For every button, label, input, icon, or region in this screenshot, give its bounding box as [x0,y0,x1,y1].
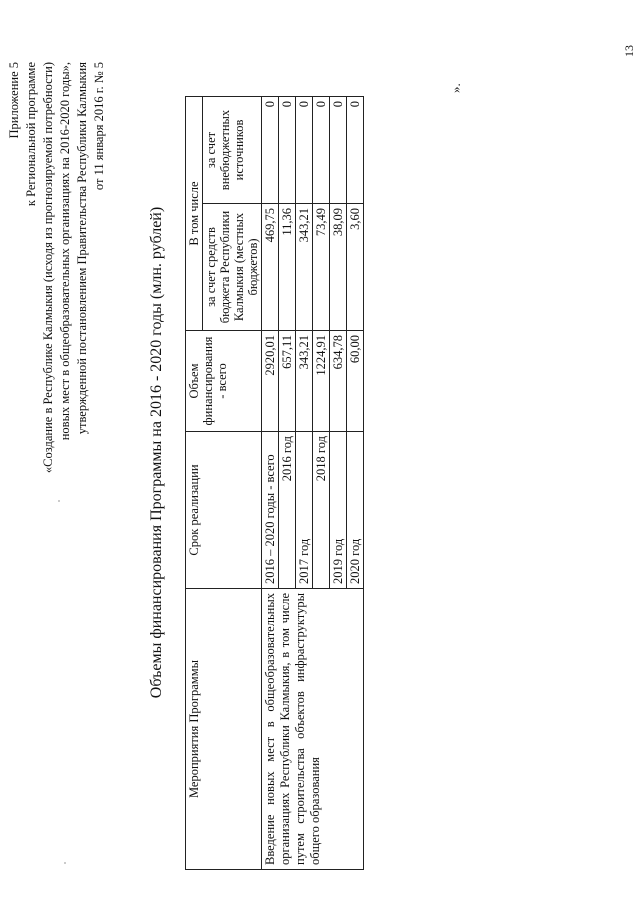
cell-total: 657,11 [279,331,296,432]
page-number: 13 [622,45,636,57]
header-extra: за счет внебюджетных источников [203,97,262,204]
header-budget: за счет средств бюджета Республики Калмыкия (местных бюджетов) [203,204,262,331]
cell-period: 2019 год [330,432,347,589]
closing-quote: ». [448,83,463,93]
header-line: утвержденной постановлением Правительства Республики Калмыкия [75,62,89,435]
cell-total: 60,00 [347,331,364,432]
cell-total: 634,78 [330,331,347,432]
header-period: Срок реализации [186,432,262,589]
cell-extra: 0 [262,97,279,204]
cell-extra: 0 [296,97,313,204]
cell-budget: 469,75 [262,204,279,331]
cell-extra: 0 [347,97,364,204]
table-header-row [186,97,203,870]
cell-total: 343,21 [296,331,313,432]
header-line: от 11 января 2016 г. № 5 [92,62,106,191]
cell-budget: 3,60 [347,204,364,331]
financing-table [185,96,364,870]
table-row [262,97,279,870]
header-total: Объем финансирования - всего [186,331,262,432]
header-measures: Мероприятия Программы [186,589,262,870]
header-line: «Создание в Республике Калмыкия (исходя из прогнозируемой потребности) [41,62,55,474]
cell-budget: 343,21 [296,204,313,331]
cell-period: 2018 год [313,432,330,589]
cell-period: 2016 год [279,432,296,589]
cell-extra: 0 [313,97,330,204]
header-line: новых мест в общеобразовательных организациях на 2016-2020 годы», [58,62,72,441]
header-line: Приложение 5 [7,62,21,139]
cell-budget: 38,09 [330,204,347,331]
cell-period: 2016 – 2020 годы - всего [262,432,279,589]
cell-extra: 0 [330,97,347,204]
cell-budget: 11,36 [279,204,296,331]
header-line: к Региональной программе [24,62,38,207]
cell-period: 2017 год [296,432,313,589]
cell-period: 2020 год [347,432,364,589]
cell-extra: 0 [279,97,296,204]
cell-budget: 73,49 [313,204,330,331]
cell-total: 1224,91 [313,331,330,432]
cell-total: 2920,01 [262,331,279,432]
document-title: Объемы финансирования Программы на 2016 - 2020 годы (млн. рублей) [148,206,165,699]
measure-description: Введение новых мест в общеобразовательных организациях Республики Калмыкия, в том числе путем строительства объектов инфраструктуры общего образования [262,589,364,870]
appendix-header [6,62,108,473]
header-including: В том числе [186,97,203,331]
